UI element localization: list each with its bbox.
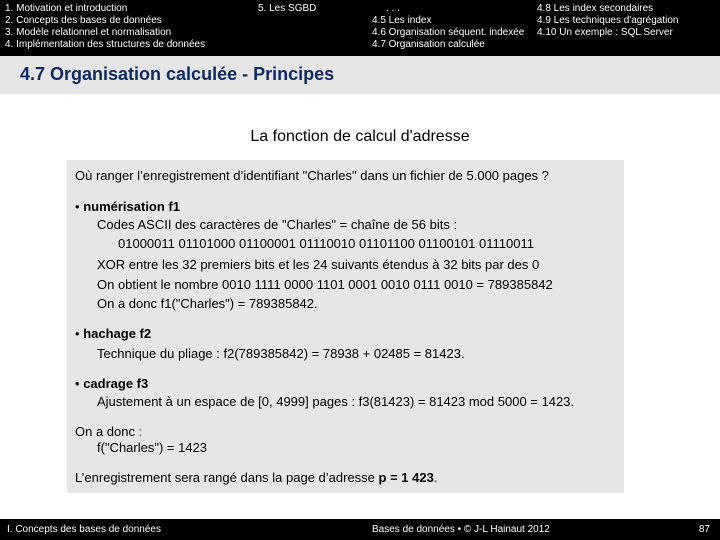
page-number: 87 [698,524,710,535]
final-period: . [433,470,438,485]
intro-question: Où ranger l’enregistrement d’identifiant "Charles" dans un fichier de 5.000 pages ? [75,168,549,183]
conclusion-result: f("Charles") = 1423 [97,440,208,455]
nav-item[interactable]: 4.6 Organisation séquent. indexée [372,27,525,38]
bullet-icon: • [75,326,80,341]
numerisation-line: Codes ASCII des caractères de "Charles" = chaîne de 56 bits : [97,217,458,232]
slide-subtitle: La fonction de calcul d'adresse [250,128,470,145]
nav-item[interactable]: 1. Motivation et introduction [5,3,128,14]
nav-item[interactable]: 3. Modèle relationnel et normalisation [5,27,172,38]
nav-chapters [5,3,205,51]
bullet-heading: cadrage f3 [83,376,149,391]
final-statement [75,470,437,485]
bullet-hachage [75,326,151,341]
final-address: p = 1 423 [378,470,434,485]
nav-item[interactable]: 5. Les SGBD [258,3,317,14]
footer-chapter[interactable]: I. Concepts des bases de données [7,524,161,535]
nav-item[interactable]: 2. Concepts des bases de données [5,15,162,26]
nav-item[interactable]: 4.9 Les techniques d'agrégation [537,15,679,26]
nav-item[interactable]: 4.8 Les index secondaires [537,3,654,14]
bullet-icon: • [75,199,80,214]
cadrage-line: Ajustement à un espace de [0, 4999] pages : f3(81423) = 81423 mod 5000 = 1423. [97,394,575,409]
conclusion-label: On a donc : [75,424,143,439]
numerisation-line: On obtient le nombre 0010 1111 0000 1101 0001 0010 0111 0010 = 789385842 [97,277,553,292]
final-text: L’enregistrement sera rangé dans la page d’adresse [75,470,379,485]
bullet-numerisation [75,199,180,214]
hachage-line: Technique du pliage : f2(789385842) = 78938 + 02485 = 81423. [97,346,465,361]
nav-sections-b [537,3,678,39]
page-title: 4.7 Organisation calculée - Principes [20,64,335,84]
bullet-heading: numérisation f1 [83,199,180,214]
nav-item[interactable]: 4. Implémentation des structures de données [5,39,206,50]
nav-sections-a [372,3,524,51]
numerisation-line: On a donc f1("Charles") = 789385842. [97,296,318,311]
numerisation-line: XOR entre les 32 premiers bits et les 24 suivants étendus à 32 bits par des 0 [97,257,540,272]
nav-item[interactable]: 4.10 Un exemple : SQL Server [537,27,673,38]
footer-course: Bases de données • © J-L Hainaut 2012 [372,524,550,535]
nav-item[interactable]: 4.7 Organisation calculée [372,39,485,50]
nav-item[interactable]: 4.5 Les index [372,15,432,26]
footer-bar [0,519,720,540]
nav-chapter-5 [258,3,316,15]
numerisation-line: 01000011 01101000 01100001 01110010 01101100 01100101 01110011 [118,236,534,251]
bullet-icon: • [75,376,80,391]
nav-item: . . . [386,3,400,14]
bullet-heading: hachage f2 [83,326,152,341]
bullet-cadrage [75,376,148,391]
top-navigation-bar [0,0,720,56]
